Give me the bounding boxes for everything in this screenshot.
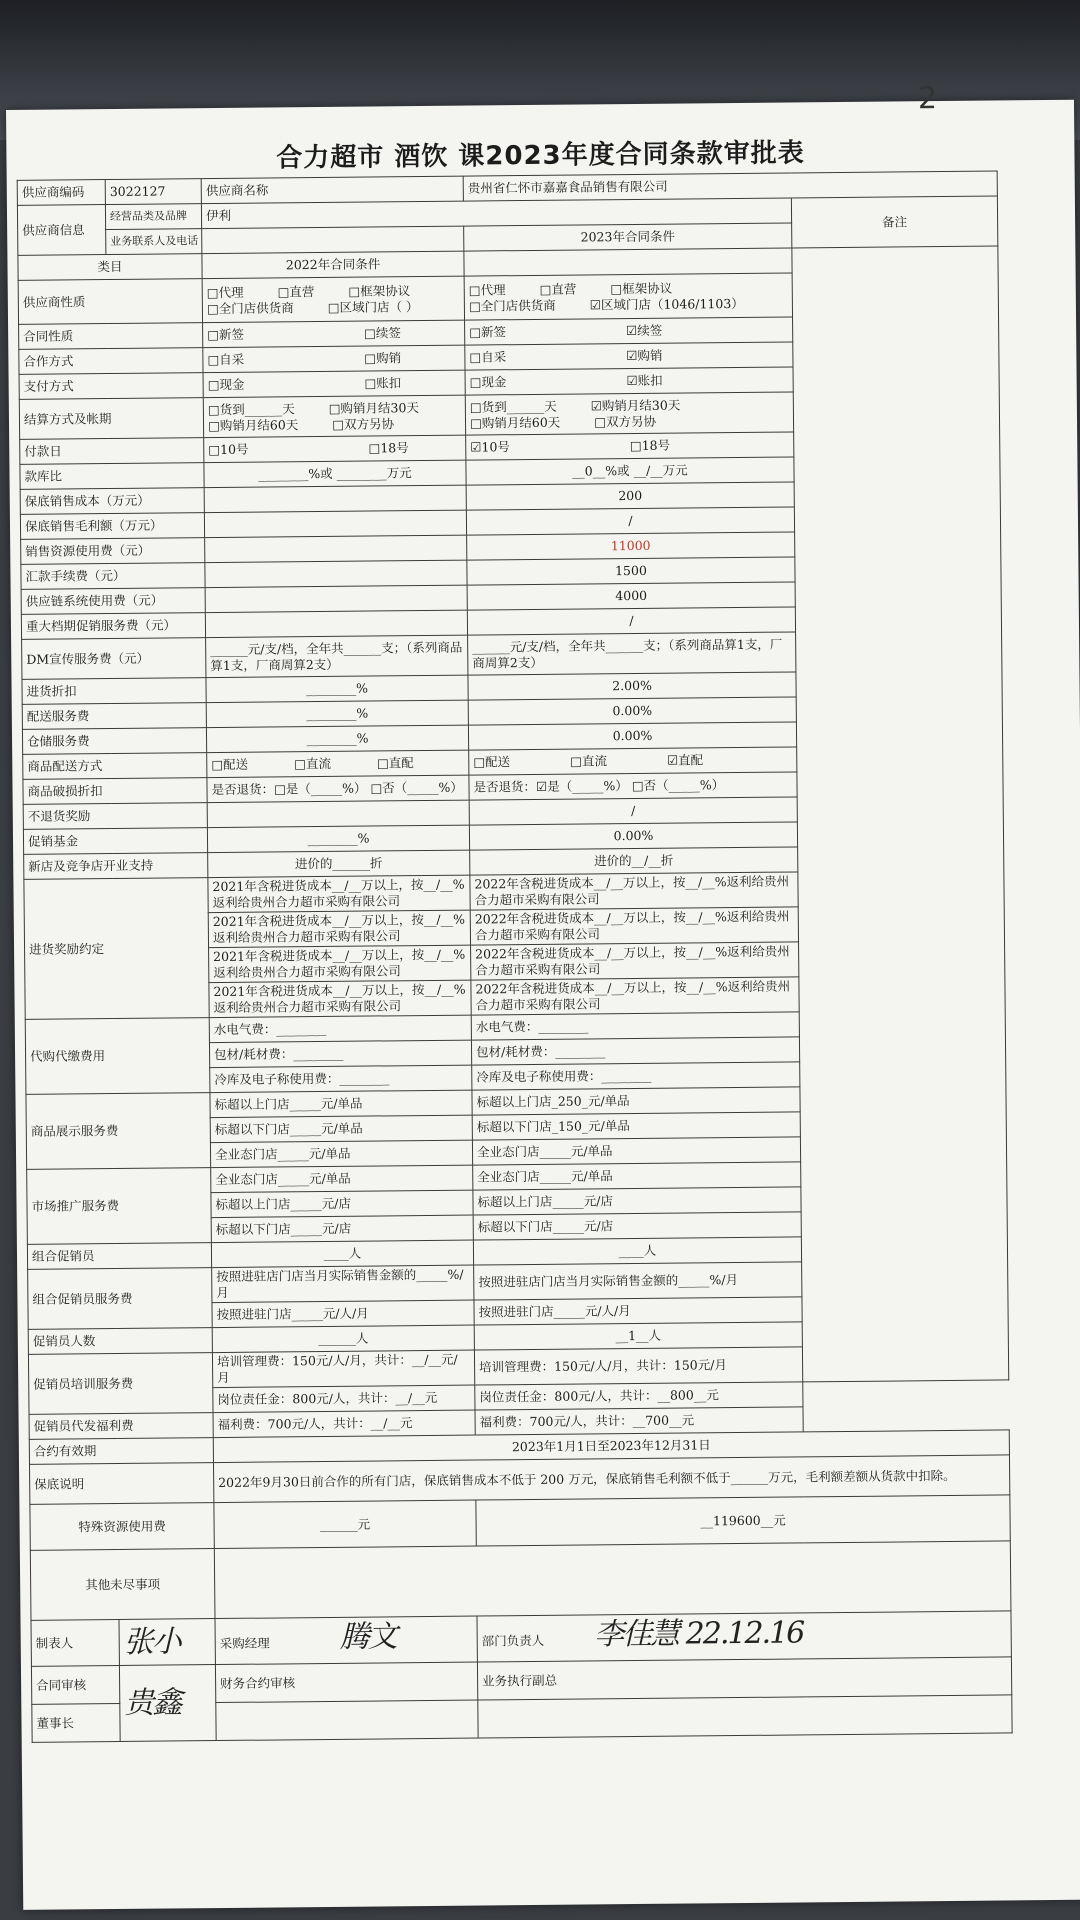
pay-2023-cash: □现金 <box>469 374 507 390</box>
nature-2022-direct: □直营 <box>277 283 315 299</box>
purchase-discount-2023: 2.00% <box>468 672 796 700</box>
pay-2022-cash: □现金 <box>207 376 245 393</box>
rebate-2023-4: 2022年含税进货成本__/__万以上，按__/__%返利给贵州合力超市采购有限公司 <box>471 977 799 1015</box>
settle-2022-other: □双方另协 <box>332 415 395 432</box>
display-2023-below: 标超以下门店_150_元/单品 <box>472 1112 800 1140</box>
special-fee-label: 特殊资源使用费 <box>30 1503 214 1551</box>
combo-promoter-label: 组合促销员 <box>27 1243 211 1270</box>
supplier-nature-label: 供应商性质 <box>18 279 202 325</box>
form-title: 合力超市 酒饮 课2023年度合同条款审批表 <box>276 138 805 174</box>
promoter-count-2022: ______人 <box>212 1325 474 1353</box>
settle-2022-60: □购销月结60天 <box>207 416 299 433</box>
resource-fee-2023: 11000 <box>467 532 795 560</box>
welfare-2022: 福利费：700元/人，共计：__/__元 <box>213 1410 475 1438</box>
combo-fee-2023-fixed: 按照进驻门店_____元/人/月 <box>474 1297 802 1325</box>
min-cost-label: 保底销售成本（万元） <box>20 488 204 515</box>
settle-2023-other: □双方另协 <box>594 413 657 429</box>
dept-head-signature: 李佳慧 22.12.16 <box>594 1615 804 1653</box>
new-store-2022: 进价的______折 <box>208 850 470 878</box>
settle-2022-30: □购销月结30天 <box>328 399 419 416</box>
rebate-2023-2: 2022年含税进货成本__/__万以上，按__/__%返利给贵州合力超市采购有限公司 <box>470 907 798 945</box>
dmode-2022-flow: □直流 <box>294 755 331 772</box>
promo-fee-2023: / <box>467 607 795 635</box>
rebate-2022-4: 2021年含税进货成本__/__万以上，按__/__%返利给贵州合力超市采购有限公司 <box>209 980 471 1018</box>
storage-fee-2022: ________% <box>206 725 468 753</box>
new-store-2023: 进价的__/__折 <box>470 847 798 875</box>
nature-2023-region: ☑区域门店（1046/1103） <box>589 295 744 312</box>
page-number: 2 <box>917 81 938 117</box>
promo-fund-2022: ________% <box>207 825 469 853</box>
new-store-label: 新店及竞争店开业支持 <box>24 853 208 880</box>
promo-fund-label: 促销基金 <box>23 828 207 855</box>
damage-label: 商品破损折扣 <box>23 778 207 805</box>
display-fee-label: 商品展示服务费 <box>26 1093 211 1170</box>
validity-value: 2023年1月1日至2023年12月31日 <box>213 1430 1009 1463</box>
stock-ratio-label: 款库比 <box>20 463 204 490</box>
contract-2023-renew: ☑续签 <box>625 322 663 339</box>
dmode-2022-direct: □直配 <box>376 755 414 771</box>
promo-fund-2023: 0.00% <box>469 822 797 850</box>
nature-2022-agent: □代理 <box>206 284 244 300</box>
proxy-fee-label: 代购代缴费用 <box>25 1018 210 1095</box>
market-2023-above: 标超以上门店_____元/店 <box>473 1187 801 1215</box>
combo-fee-2022-fixed: 按照进驻门店_____元/人/月 <box>212 1300 474 1328</box>
supplier-name-label: 供应商名称 <box>201 176 463 204</box>
training-2022-mgmt: 培训管理费：150元/人/月，共计：__/__元/月 <box>212 1350 474 1388</box>
promoter-count-label: 促销员人数 <box>28 1328 212 1355</box>
damage-2022: 是否退货：□是（_____%） □否（_____%） <box>207 775 469 803</box>
storage-fee-label: 仓储服务费 <box>22 728 206 755</box>
contract-2022-new: □新签 <box>207 326 245 343</box>
proxy-2022-utility: 水电气费：________ <box>209 1015 471 1043</box>
finance-review-label: 财务合约审核 <box>215 1662 477 1703</box>
rebate-label: 进货奖励约定 <box>24 878 209 1020</box>
nature-2022-all-store: □全门店供货商 <box>206 299 294 316</box>
no-return-label: 不退货奖励 <box>23 803 207 830</box>
training-2022-deposit: 岗位责任金：800元/人，共计：__/__元 <box>213 1385 475 1413</box>
brand: 伊利 <box>201 198 791 229</box>
dmode-2023-direct: ☑直配 <box>666 752 704 768</box>
settle-2023-cod: □货到______天 <box>469 398 557 415</box>
approval-form-sheet <box>6 81 1080 1910</box>
promo-fee-label: 重大档期促销服务费（元） <box>21 613 205 640</box>
welfare-fee-label: 促销员代发福利费 <box>29 1413 213 1440</box>
settle-2022-cod: □货到______天 <box>207 400 295 417</box>
combo-promoter-2022: ____人 <box>211 1240 473 1268</box>
remit-fee-2023: 1500 <box>467 557 795 585</box>
note-header: 备注 <box>791 196 997 248</box>
proxy-2023-utility: 水电气费：________ <box>471 1012 799 1040</box>
dmode-2023-flow: □直流 <box>570 753 607 769</box>
settle-2023-30: ☑购销月结30天 <box>590 397 681 413</box>
no-return-2023: / <box>469 797 797 825</box>
contract-review-label: 合同审核 <box>31 1665 119 1704</box>
display-2022-below: 标超以下门店_____元/单品 <box>210 1115 472 1143</box>
stock-ratio-2022: ________%或 ________万元 <box>204 460 466 488</box>
market-2022-below: 标超以下门店_____元/店 <box>211 1215 473 1243</box>
dmode-2022-delivery: □配送 <box>211 756 249 773</box>
coop-2022-purchase: □购销 <box>364 350 402 366</box>
rebate-2022-2: 2021年含税进货成本__/__万以上，按__/__%返利给贵州合力超市采购有限公司 <box>208 910 470 948</box>
other-matters-value <box>214 1541 1011 1619</box>
supply-chain-fee-label: 供应链系统使用费（元） <box>21 588 205 615</box>
delivery-mode-label: 商品配送方式 <box>23 753 207 780</box>
other-matters-label: 其他未尽事项 <box>30 1549 215 1621</box>
proxy-2022-packing: 包材/耗材费：________ <box>209 1040 471 1068</box>
training-2023-mgmt: 培训管理费：150元/人/月，共计：150元/月 <box>474 1347 802 1385</box>
remit-fee-label: 汇款手续费（元） <box>21 563 205 590</box>
approval-table <box>17 170 1013 1742</box>
nature-2023-all-store: □全门店供货商 <box>468 297 556 314</box>
nature-2023-framework: □框架协议 <box>610 280 673 296</box>
display-2023-above: 标超以上门店_250_元/单品 <box>472 1087 800 1115</box>
display-2023-all: 全业态门店_____元/单品 <box>472 1137 800 1165</box>
settlement-label: 结算方式及帐期 <box>19 398 203 440</box>
delivery-fee-2023: 0.00% <box>468 697 796 725</box>
settle-2023-60: □购销月结60天 <box>469 414 561 431</box>
nature-2023-agent: □代理 <box>468 281 506 298</box>
rebate-2023-3: 2022年含税进货成本__/__万以上，按__/__%返利给贵州合力超市采购有限公司 <box>471 942 799 980</box>
storage-fee-2023: 0.00% <box>468 722 796 750</box>
pay-2023-deduct: ☑账扣 <box>626 372 663 389</box>
nature-2022-region: □区域门店（ ） <box>327 298 419 315</box>
combo-fee-2022-pct: 按照进驻店门店当月实际销售金额的_____%/月 <box>212 1265 474 1303</box>
proxy-2022-cold: 冷库及电子称使用费：________ <box>210 1065 472 1093</box>
special-fee-2022: ______元 <box>214 1500 476 1549</box>
dept-head-label: 部门负责人 <box>481 1632 545 1649</box>
dm-fee-2022: ______元/支/档，全年共______支；（系列商品算1支，厂商周算2支） <box>206 635 468 678</box>
damage-2023: 是否退货：☑是（_____%） □否（_____%） <box>469 772 797 800</box>
payday-2022-18: □18号 <box>368 440 409 456</box>
min-cost-2023: 200 <box>466 482 794 510</box>
supplier-code-label: 供应商编码 <box>17 180 105 206</box>
rebate-2023-1: 2022年含税进货成本__/__万以上，按__/__%返利给贵州合力超市采购有限公司 <box>470 872 798 910</box>
training-fee-label: 促销员培训服务费 <box>28 1353 213 1415</box>
min-margin-2023: / <box>466 507 794 535</box>
contact-value <box>202 226 464 254</box>
col-2023-header: 2023年合同条件 <box>464 223 792 251</box>
welfare-2023: 福利费：700元/人，共计：__700__元 <box>475 1407 803 1435</box>
combo-fee-label: 组合促销员服务费 <box>28 1268 213 1330</box>
delivery-fee-2022: ________% <box>206 700 468 728</box>
display-2022-all: 全业态门店_____元/单品 <box>210 1140 472 1168</box>
purchase-mgr-label: 采购经理 <box>219 1635 270 1652</box>
contact-label: 业务联系人及电话 <box>106 229 202 255</box>
training-2023-deposit: 岗位责任金：800元/人，共计：__800__元 <box>475 1382 803 1410</box>
preparer-label: 制表人 <box>31 1619 119 1666</box>
market-2022-above: 标超以上门店_____元/店 <box>211 1190 473 1218</box>
rebate-2022-3: 2021年含税进货成本__/__万以上，按__/__%返利给贵州合力超市采购有限公司 <box>209 945 471 983</box>
market-2022-all: 全业态门店_____元/单品 <box>211 1165 473 1193</box>
supplier-name: 贵州省仁怀市嘉嘉食品销售有限公司 <box>463 171 997 201</box>
category-label: 类目 <box>18 254 202 281</box>
coop-2022-self: □自采 <box>207 351 245 368</box>
payday-2023-10: ☑10号 <box>470 439 510 455</box>
combo-promoter-2023: ____人 <box>473 1237 801 1265</box>
promoter-count-2023: __1__人 <box>474 1322 802 1350</box>
dm-fee-label: DM宣传服务费（元） <box>22 638 206 680</box>
market-2023-below: 标超以下门店_____元/店 <box>473 1212 801 1240</box>
brand-label: 经营品类及品牌 <box>105 204 201 230</box>
proxy-2023-cold: 冷库及电子称使用费：________ <box>472 1062 800 1090</box>
pay-mode-label: 支付方式 <box>19 373 203 400</box>
contract-2023-new: □新签 <box>469 324 507 340</box>
payday-2023-18: □18号 <box>629 437 671 454</box>
dmode-2023-delivery: □配送 <box>473 754 511 770</box>
nature-2022-framework: □框架协议 <box>348 282 411 299</box>
nature-2023-direct: □直营 <box>539 281 577 297</box>
purchase-discount-2022: ________% <box>206 675 468 703</box>
contract-review-signature: 贵鑫 <box>119 1665 216 1742</box>
supply-chain-fee-2023: 4000 <box>467 582 795 610</box>
market-2023-all: 全业态门店_____元/单品 <box>473 1162 801 1190</box>
delivery-fee-label: 配送服务费 <box>22 703 206 730</box>
special-fee-2023: __119600__元 <box>476 1495 1010 1546</box>
dm-fee-2023: ______元/支/档，全年共______支；（系列商品算1支，厂商周算2支） <box>468 632 796 675</box>
exec-vp-label: 业务执行副总 <box>477 1657 1011 1700</box>
combo-fee-2023-pct: 按照进驻店门店当月实际销售金额的_____%/月 <box>474 1262 802 1300</box>
stock-ratio-2023: __0__%或 __/__万元 <box>466 457 794 485</box>
coop-2023-self: □自采 <box>469 349 507 365</box>
purchase-mgr-signature: 腾文 <box>339 1619 396 1655</box>
supplier-info-label: 供应商信息 <box>17 205 105 256</box>
resource-fee-label: 销售资源使用费（元） <box>21 538 205 565</box>
purchase-discount-label: 进货折扣 <box>22 678 206 705</box>
coop-mode-label: 合作方式 <box>19 348 203 375</box>
contract-nature-label: 合同性质 <box>19 323 203 350</box>
chairman-label: 董事长 <box>32 1703 120 1742</box>
proxy-2023-packing: 包材/耗材费：________ <box>471 1037 799 1065</box>
preparer-signature: 张小 <box>119 1619 215 1666</box>
guarantee-label: 保底说明 <box>30 1463 214 1505</box>
pay-day-label: 付款日 <box>20 438 204 465</box>
pay-2022-deduct: □账扣 <box>364 375 402 391</box>
rebate-2022-1: 2021年含税进货成本__/__万以上，按__/__%返利给贵州合力超市采购有限公司 <box>208 875 470 913</box>
contract-2022-renew: □续签 <box>363 325 401 341</box>
note-column <box>792 246 1009 1382</box>
market-fee-label: 市场推广服务费 <box>27 1168 212 1245</box>
supplier-code: 3022127 <box>105 179 201 205</box>
display-2022-above: 标超以上门店_____元/单品 <box>210 1090 472 1118</box>
validity-label: 合约有效期 <box>29 1438 213 1465</box>
min-margin-label: 保底销售毛利额（万元） <box>20 513 204 540</box>
coop-2023-purchase: ☑购销 <box>626 347 663 364</box>
payday-2022-10: □10号 <box>208 441 249 458</box>
guarantee-value: 2022年9月30日前合作的所有门店，保底销售成本不低于 200 万元，保底销售毛利额不低于______万元，毛利额差额从货款中扣除。 <box>213 1455 1009 1503</box>
col-2022-header: 2022年合同条件 <box>202 251 464 279</box>
